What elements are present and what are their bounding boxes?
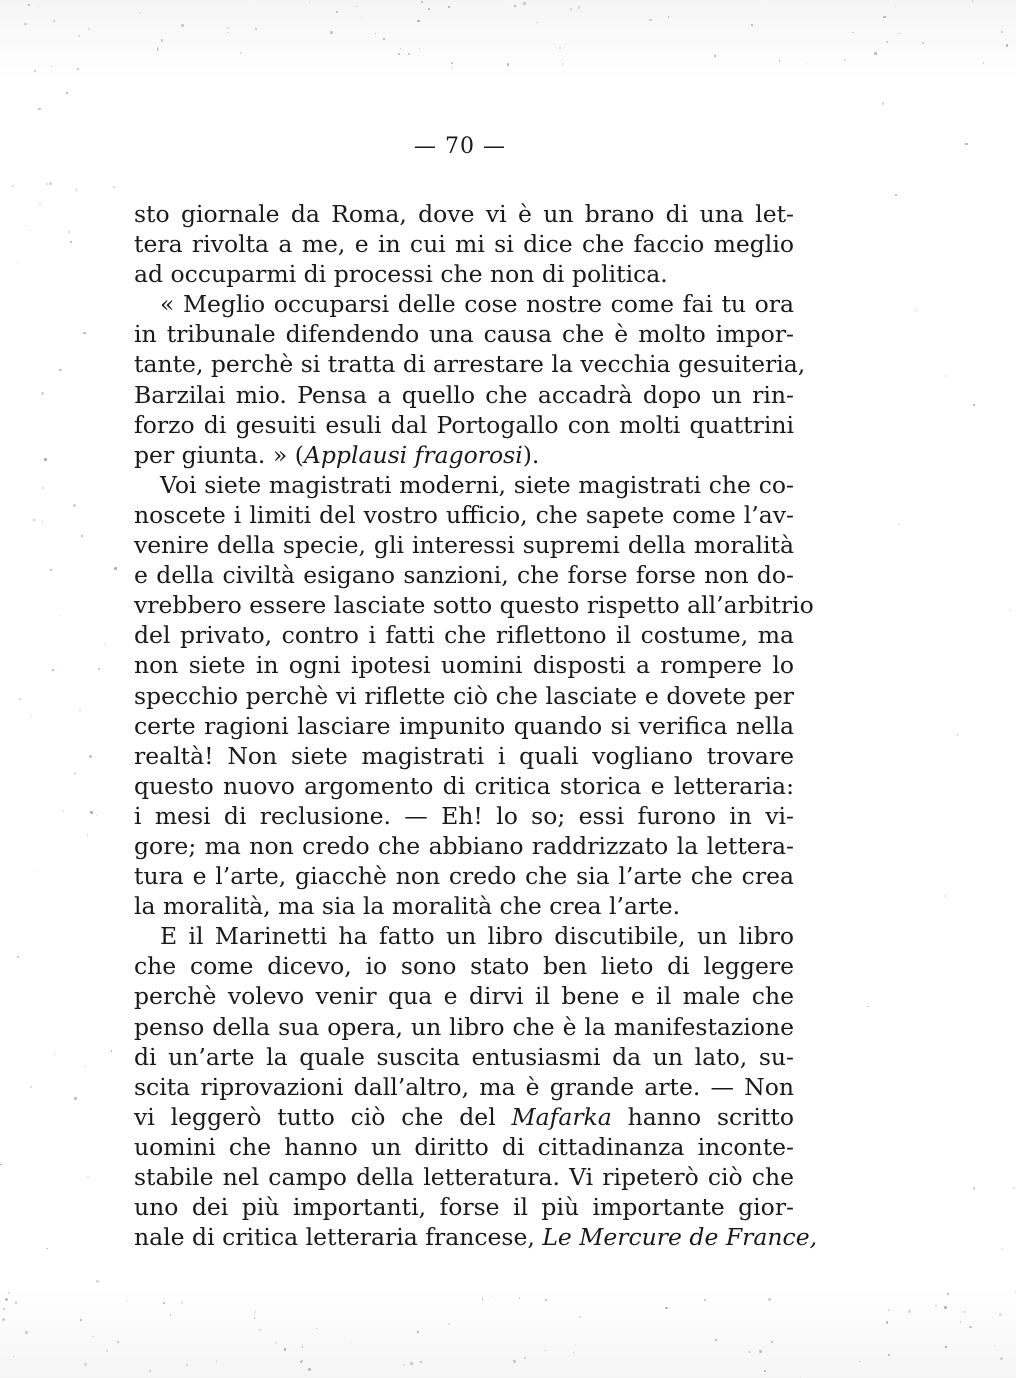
text-line [134, 590, 814, 620]
scan-speck [330, 31, 333, 34]
text-run: Barzilai mio. Pensa a quello che accadrà dopo un rin- [134, 380, 794, 409]
text-line [134, 831, 794, 861]
scan-speck [53, 20, 55, 22]
scan-speck [8, 1292, 10, 1294]
text-run: vrebbero essere lasciate sotto questo rispetto all’arbitrio [134, 591, 814, 620]
scan-speck [89, 755, 92, 758]
scan-speck [161, 39, 163, 41]
text-run: per giunta. » ( [134, 440, 304, 469]
scan-speck [87, 1176, 88, 1177]
scan-speck [34, 70, 36, 72]
scan-speck [73, 504, 76, 507]
text-run: specchio perchè vi riflette ciò che lasciate e dovete per [134, 681, 794, 710]
scan-speck [945, 895, 946, 896]
scan-speck [74, 1097, 77, 1100]
scan-speck [87, 835, 88, 836]
scan-speck [84, 1066, 86, 1068]
scan-speck [77, 68, 79, 70]
scan-speck [25, 1331, 28, 1334]
scan-speck [44, 458, 46, 460]
text-run: forzo di gesuiti esuli dal Portogallo con molti quattrini [134, 410, 794, 439]
scan-speck [38, 108, 40, 110]
scan-speck [895, 194, 897, 196]
scan-speck [957, 734, 959, 736]
text-line [134, 349, 806, 379]
scan-speck [513, 1360, 516, 1363]
text-run: scita riprovazioni dall’altro, ma è grande arte. — Non [134, 1072, 794, 1101]
scan-speck [15, 1301, 17, 1303]
text-run: certe ragioni lasciare impunito quando si verifica nella [134, 711, 794, 740]
text-line [134, 861, 794, 891]
text-run: che come dicevo, io sono stato ben lieto di leggere [134, 952, 794, 981]
scan-speck [649, 19, 651, 21]
scan-speck [66, 92, 68, 94]
scan-speck [973, 404, 975, 406]
scan-speck [41, 392, 44, 395]
text-run: uomini che hanno un diritto di cittadinanza inconte- [134, 1132, 794, 1161]
scan-speck [945, 1346, 947, 1348]
text-line [134, 1192, 794, 1222]
scan-speck [50, 569, 53, 572]
text-line [134, 1072, 794, 1102]
scan-speck [46, 1248, 48, 1250]
scan-speck [994, 1345, 995, 1346]
scan-speck [54, 1054, 55, 1055]
text-run: ad occuparmi di processi che non di politica. [134, 260, 668, 289]
text-run: nale di critica letteraria francese, [134, 1223, 543, 1252]
text-line [134, 259, 794, 289]
text-line [134, 921, 794, 951]
text-run: vi leggerò tutto ciò che del [134, 1102, 512, 1131]
text-line [134, 440, 794, 470]
text-run: sto giornale da Roma, dove vi è un brano di una let- [134, 200, 794, 228]
scan-shadow-top [0, 0, 1016, 80]
text-run: in tribunale difendendo una causa che è molto impor- [134, 320, 794, 349]
text-run: uno dei più importanti, forse il più importante gior- [134, 1193, 794, 1222]
scan-speck [58, 666, 59, 667]
text-run: tera rivolta a me, e in cui mi si dice che faccio meglio [134, 230, 794, 259]
scan-speck [12, 185, 14, 187]
scan-speck [420, 1361, 422, 1363]
scan-speck [2, 1318, 5, 1321]
text-line [134, 771, 794, 801]
text-line [134, 620, 794, 650]
scan-speck [114, 567, 117, 570]
scan-speck [1013, 1187, 1015, 1189]
text-run: ). [522, 440, 540, 469]
text-run: perchè volevo venir qua e dirvi il bene e il male che [134, 982, 794, 1011]
text-line [134, 681, 794, 711]
text-line [134, 1042, 794, 1072]
text-run: di un’arte la quale suscita entusiasmi da un lato, su- [134, 1042, 794, 1071]
text-line [134, 891, 794, 921]
text-run: tura e l’arte, giacchè non credo che sia l’arte che crea [134, 862, 794, 891]
scan-speck [383, 38, 385, 40]
scan-speck [562, 63, 564, 65]
scan-speck [126, 1300, 128, 1302]
scan-speck [42, 521, 43, 522]
text-line [134, 380, 794, 410]
text-line [134, 951, 794, 981]
scan-speck [336, 11, 338, 13]
scan-speck [1010, 609, 1012, 611]
body-text [134, 199, 818, 1252]
scan-speck [49, 182, 52, 185]
scan-speck [973, 1187, 975, 1189]
scan-speck [76, 189, 78, 191]
scan-speck [46, 183, 48, 185]
scan-speck [759, 1350, 762, 1353]
text-line [134, 1222, 818, 1252]
scan-speck [421, 1, 423, 3]
text-line [134, 741, 794, 771]
scan-speck [419, 48, 420, 49]
scan-speck [898, 524, 899, 525]
scan-speck [83, 332, 86, 335]
scan-speck [79, 709, 81, 711]
scan-speck [935, 1305, 937, 1307]
scan-speck [908, 1310, 911, 1313]
scan-speck [559, 47, 561, 49]
text-run: questo nuovo argomento di critica storica e letteraria: [134, 771, 794, 800]
scan-speck [117, 1341, 119, 1343]
scan-speck [37, 870, 38, 871]
scan-speck [451, 62, 453, 64]
scan-speck [867, 1006, 869, 1008]
text-line [134, 711, 794, 741]
scan-speck [519, 1297, 521, 1299]
scan-speck [28, 4, 30, 6]
text-line [134, 289, 794, 319]
text-run: non siete in ogni ipotesi uomini disposti a rompere lo [134, 651, 794, 680]
text-run: stabile nel campo della letteratura. Vi ripeterò ciò che [134, 1163, 794, 1191]
scan-speck [882, 102, 884, 104]
scan-speck [417, 20, 419, 22]
text-run: noscete i limiti del vostro ufficio, che sapete come l’av- [134, 500, 794, 529]
scan-speck [31, 716, 32, 717]
scan-speck [302, 1346, 303, 1347]
scan-speck [1006, 44, 1008, 46]
text-run: del privato, contro i fatti che riflettono il costume, ma [134, 621, 794, 650]
scan-speck [1001, 1248, 1003, 1250]
scan-speck [216, 1360, 217, 1361]
scan-speck [888, 1354, 890, 1356]
scan-speck [715, 1339, 717, 1341]
scan-speck [63, 810, 64, 811]
scan-speck [42, 487, 44, 489]
scan-speck [945, 375, 947, 377]
scan-speck [1001, 31, 1002, 32]
text-line [134, 199, 794, 229]
text-run: venire della specie, gli interessi supremi della moralità [134, 531, 794, 560]
text-run: gore; ma non credo che abbiano raddrizzato la lettera- [134, 831, 794, 860]
scan-speck [90, 811, 93, 814]
scan-speck [764, 1370, 766, 1372]
text-run: hanno scritto [611, 1102, 794, 1131]
scan-speck [39, 203, 40, 204]
scan-speck [17, 261, 18, 262]
text-line [134, 319, 794, 349]
text-run: Voi siete magistrati moderni, siete magistrati che co- [160, 470, 794, 499]
scan-speck [915, 309, 916, 310]
scan-speck [59, 369, 61, 371]
scan-speck [181, 24, 184, 27]
scan-speck [316, 1328, 317, 1329]
text-run: realtà! Non siete magistrati i quali vogliano trovare [134, 741, 794, 770]
scan-speck [275, 1342, 277, 1344]
italic-text: Le Mercure de France, [542, 1223, 818, 1252]
scan-speck [0, 1164, 1, 1165]
text-run: « Meglio occuparsi delle cose nostre come fai tu ora [160, 290, 794, 319]
scan-speck [98, 668, 100, 670]
scan-speck [96, 1280, 99, 1283]
scan-speck [482, 1298, 484, 1300]
scan-speck [104, 644, 106, 646]
scan-speck [29, 229, 30, 230]
scan-speck [81, 535, 84, 538]
scan-speck [113, 186, 115, 188]
text-line [134, 981, 794, 1011]
scan-speck [507, 63, 509, 65]
scan-speck [350, 1341, 351, 1342]
text-line [134, 1132, 794, 1162]
scan-speck [944, 1306, 946, 1308]
page-number: — 70 — [414, 134, 506, 159]
scan-speck [74, 772, 77, 775]
scan-speck [30, 1086, 32, 1088]
scan-speck [240, 52, 242, 54]
scan-speck [70, 241, 72, 243]
scan-speck [227, 32, 228, 33]
scan-speck [84, 1363, 87, 1366]
scan-speck [24, 23, 26, 25]
scan-speck [19, 698, 21, 700]
text-run: penso della sua opera, un libro che è la manifestazione [134, 1012, 794, 1041]
text-line [134, 1102, 794, 1132]
text-run: la moralità, ma sia la moralità che crea l’arte. [134, 892, 681, 921]
text-line [134, 410, 794, 440]
scan-speck [284, 1348, 287, 1351]
text-run: e della civiltà esigano sanzioni, che forse forse non do- [134, 561, 794, 590]
italic-text: Mafarka [511, 1102, 612, 1131]
text-line [134, 229, 794, 259]
scan-speck [751, 24, 753, 26]
text-line [134, 560, 794, 590]
scan-speck [398, 53, 400, 55]
text-run: tante, perchè si tratta di arrestare la vecchia gesuiteria, [134, 350, 806, 379]
text-line [134, 650, 794, 680]
scan-speck [111, 1050, 113, 1052]
scan-shadow-bottom [0, 1288, 1016, 1378]
scan-speck [227, 27, 229, 29]
scan-speck [922, 42, 924, 44]
scan-speck [451, 67, 452, 68]
text-run: E il Marinetti ha fatto un libro discutibile, un libro [160, 922, 794, 951]
scan-speck [52, 669, 54, 671]
scan-speck [255, 28, 257, 30]
scan-speck [60, 615, 61, 616]
scan-speck [96, 815, 97, 816]
text-line [134, 1162, 794, 1192]
text-line [134, 470, 794, 500]
scan-speck [965, 143, 967, 145]
text-run: i mesi di reclusione. — Eh! lo so; essi furono in vi- [134, 801, 794, 830]
text-line [134, 801, 794, 831]
scan-speck [969, 1326, 972, 1329]
scan-speck [1000, 1357, 1003, 1360]
text-line [134, 1012, 794, 1042]
text-line [134, 500, 794, 530]
scan-speck [68, 231, 70, 233]
scan-speck [17, 956, 19, 958]
italic-text: Applausi fragorosi [303, 440, 523, 469]
scan-speck [33, 519, 35, 521]
scan-speck [157, 47, 159, 49]
scan-speck [375, 33, 376, 34]
scan-speck [570, 8, 572, 10]
text-line [134, 530, 794, 560]
scan-speck [578, 6, 581, 9]
